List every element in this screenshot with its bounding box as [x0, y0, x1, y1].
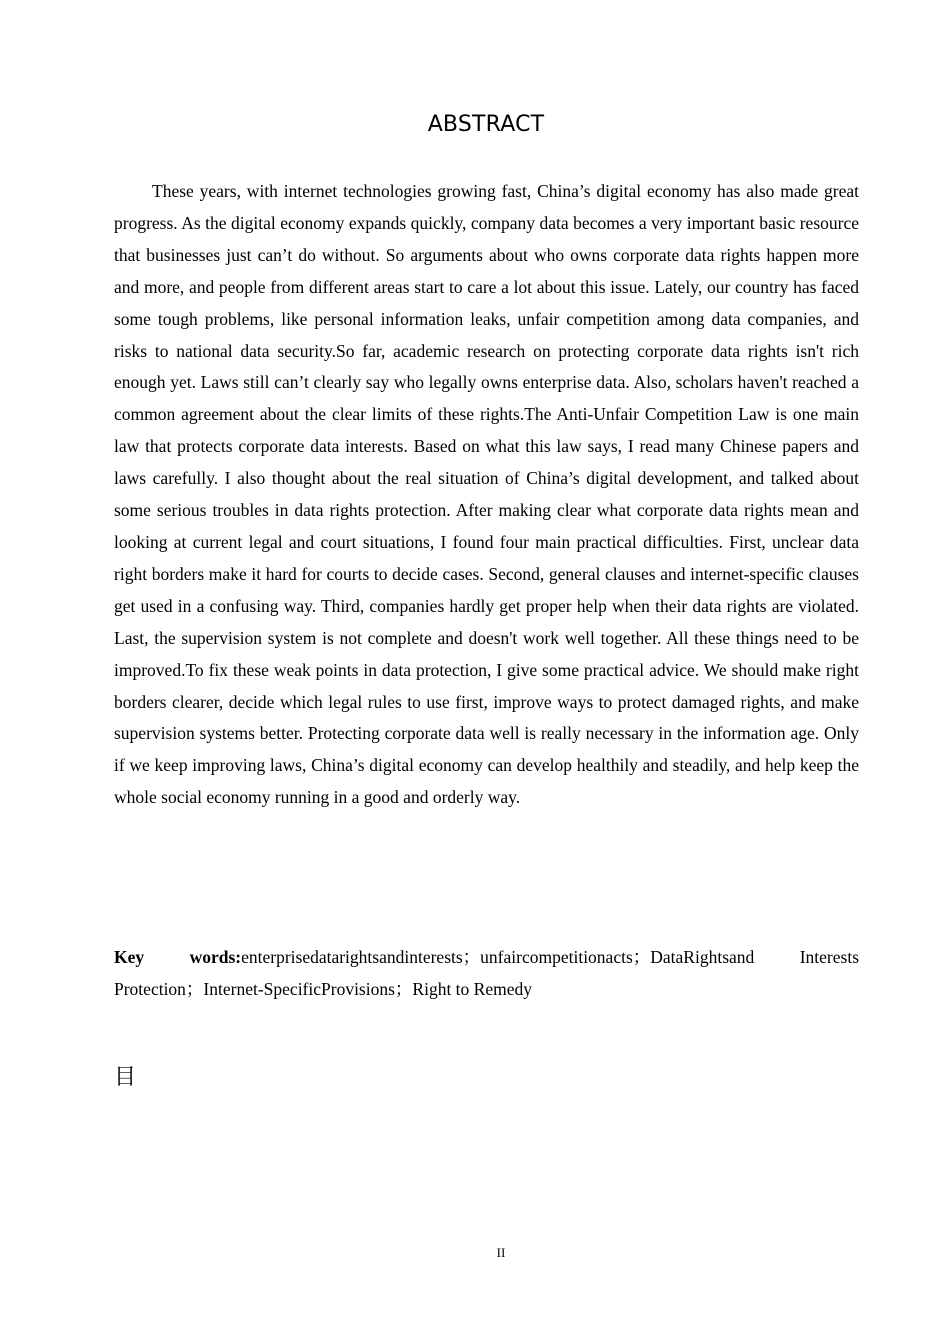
- keywords-paragraph: [114, 942, 859, 1006]
- keywords-list: enterprisedatarightsandinterests；unfaircompetitionacts；DataRightsand Interests Protection；Internet-SpecificProvisions；Right to Remedy: [114, 947, 859, 999]
- toc-heading-fragment: 目: [114, 1065, 137, 1090]
- keywords-label: Key words:: [114, 947, 242, 967]
- page-number: II: [496, 1245, 506, 1260]
- abstract-heading: ABSTRACT: [427, 112, 545, 137]
- abstract-body: These years, with internet technologies growing fast, China’s digital economy has also made great progress. As the digital economy expands quickly, company data becomes a very important basic resource that businesses just can’t do without. So arguments about who owns corporate data rights happen more and more, and people from different areas start to care a lot about this issue. Lately, our country has faced some tough problems, like personal information leaks, unfair competition among data companies, and risks to national data security.So far, academic research on protecting corporate data rights isn't rich enough yet. Laws still can’t clearly say who legally owns enterprise data. Also, scholars haven't reached a common agreement about the clear limits of these rights.The Anti-Unfair Competition Law is one main law that protects corporate data interests. Based on what this law says, I read many Chinese papers and laws carefully. I also thought about the real situation of China’s digital development, and talked about some serious troubles in data rights protection. After making clear what corporate data rights mean and looking at current legal and court situations, I found four main practical difficulties. First, unclear data right borders make it hard for courts to decide cases. Second, general clauses and internet-specific clauses get used in a confusing way. Third, companies hardly get proper help when their data rights are violated. Last, the supervision system is not complete and doesn't work well together. All these things need to be improved.To fix these weak points in data protection, I give some practical advice. We should make right borders clearer, decide which legal rules to use first, improve ways to protect damaged rights, and make supervision systems better. Protecting corporate data well is really necessary in the information age. Only if we keep improving laws, China’s digital economy can develop healthily and steadily, and help keep the whole social economy running in a good and orderly way.: [114, 181, 859, 808]
